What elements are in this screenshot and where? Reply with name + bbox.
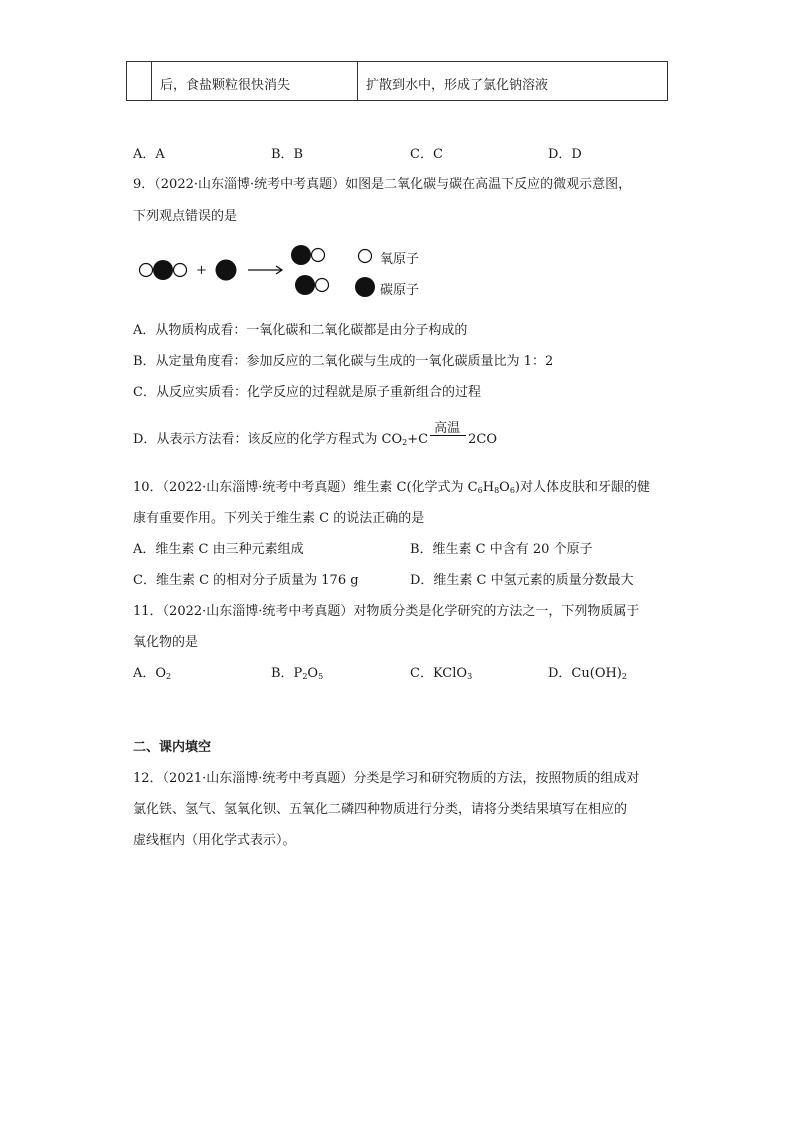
subscript: 2 <box>166 672 172 681</box>
q8-option-d[interactable]: D．D <box>548 147 582 162</box>
plus-sign: + <box>196 263 207 278</box>
q9-option-c[interactable]: C．从反应实质看：化学反应的过程就是原子重新组合的过程 <box>133 385 481 400</box>
q9-option-d-text: +C <box>407 432 429 447</box>
q12-line3: 虚线框内（用化学式表示）。 <box>133 833 296 848</box>
q9-option-a[interactable]: A．从物质构成看：一氧化碳和二氧化碳都是由分子构成的 <box>133 323 468 338</box>
q11-stem-line1: 11．（2022·山东淄博·统考中考真题）对物质分类是化学研究的方法之一，下列物质属于 <box>133 604 640 619</box>
subscript: 2 <box>621 672 627 681</box>
q11-option-b[interactable] <box>271 662 323 681</box>
co2-molecule-icon <box>140 260 187 280</box>
q11-option-b-text: O <box>307 666 319 681</box>
subscript: 2 <box>302 672 308 681</box>
legend-carbon-label: 碳原子 <box>380 283 420 298</box>
q9-option-b[interactable]: B．从定量角度看：参加反应的二氧化碳与生成的一氧化碳质量比为 1：2 <box>133 354 554 369</box>
subscript: 8 <box>494 486 500 495</box>
q10-option-a[interactable]: A．维生素 C 由三种元素组成 <box>133 542 304 557</box>
q9-option-d-text: 2CO <box>468 432 497 447</box>
q9-stem-line1: 9．（2022·山东淄博·统考中考真题）如图是二氧化碳与碳在高温下反应的微观示意图， <box>133 177 632 192</box>
table-cell-text: 后，食盐颗粒很快消失 <box>160 78 291 93</box>
q12-line1: 12．（2021·山东淄博·统考中考真题）分类是学习和研究物质的方法，按照物质的组成对 <box>133 771 640 786</box>
subscript: 2 <box>402 438 408 447</box>
q10-stem-text: O <box>499 480 510 495</box>
q12-line2: 氯化铁、氢气、氢氧化钡、五氧化二磷四种物质进行分类，请将分类结果填写在相应的 <box>133 802 628 817</box>
condition-line <box>430 435 466 436</box>
q10-stem-line2: 康有重要作用。下列关于维生素 C 的说法正确的是 <box>133 511 425 526</box>
q11-option-a-text: A．O <box>133 666 167 681</box>
q11-option-d-text: D．Cu(OH) <box>548 666 622 681</box>
co-molecule-icon <box>291 245 325 265</box>
q10-stem-text: H <box>482 480 495 495</box>
legend-oxygen-label: 氧原子 <box>380 252 420 267</box>
q11-option-d[interactable] <box>548 662 627 681</box>
q9-option-d[interactable] <box>133 421 497 447</box>
condition-label: 高温 <box>434 421 461 436</box>
carbon-atom-icon <box>216 260 237 281</box>
q10-stem-text: 10．（2022·山东淄博·统考中考真题）维生素 C(化学式为 C <box>133 480 478 495</box>
q11-option-b-text: B．P <box>271 666 303 681</box>
reaction-condition <box>428 421 468 443</box>
reaction-arrow-icon <box>248 266 282 274</box>
q9-option-d-text: D．从表示方法看：该反应的化学方程式为 CO <box>133 432 403 447</box>
q11-option-a[interactable] <box>133 662 171 681</box>
q8-option-a[interactable]: A．A <box>133 147 165 162</box>
section-title: 二、课内填空 <box>133 740 212 755</box>
q11-option-c[interactable] <box>410 662 472 681</box>
table-cell-index <box>127 62 152 100</box>
q8-option-c[interactable]: C．C <box>410 147 443 162</box>
subscript: 3 <box>467 672 473 681</box>
subscript: 5 <box>318 672 324 681</box>
q9-stem-line2: 下列观点错误的是 <box>133 209 238 224</box>
table-cell-text: 扩散到水中，形成了氯化钠溶液 <box>366 78 549 93</box>
q11-stem-line2: 氧化物的是 <box>133 635 199 650</box>
answer-table-row <box>126 61 668 101</box>
q10-option-c[interactable]: C．维生素 C 的相对分子质量为 176 g <box>133 573 359 588</box>
table-cell-explanation <box>357 62 667 100</box>
carbon-atom-legend-icon <box>355 277 375 297</box>
q10-option-d[interactable]: D．维生素 C 中氢元素的质量分数最大 <box>410 573 634 588</box>
q8-option-b[interactable]: B．B <box>271 147 304 162</box>
subscript: 6 <box>509 486 515 495</box>
q11-option-c-text: C．KClO <box>410 666 468 681</box>
table-cell-phenomenon <box>151 62 358 100</box>
q10-stem-text: )对人体皮肤和牙龈的健 <box>514 480 650 495</box>
q10-option-b[interactable]: B．维生素 C 中含有 20 个原子 <box>410 542 593 557</box>
co-molecule-icon <box>295 275 329 295</box>
oxygen-atom-legend-icon <box>359 250 372 263</box>
subscript: 6 <box>477 486 483 495</box>
q10-stem-line1 <box>133 476 650 495</box>
